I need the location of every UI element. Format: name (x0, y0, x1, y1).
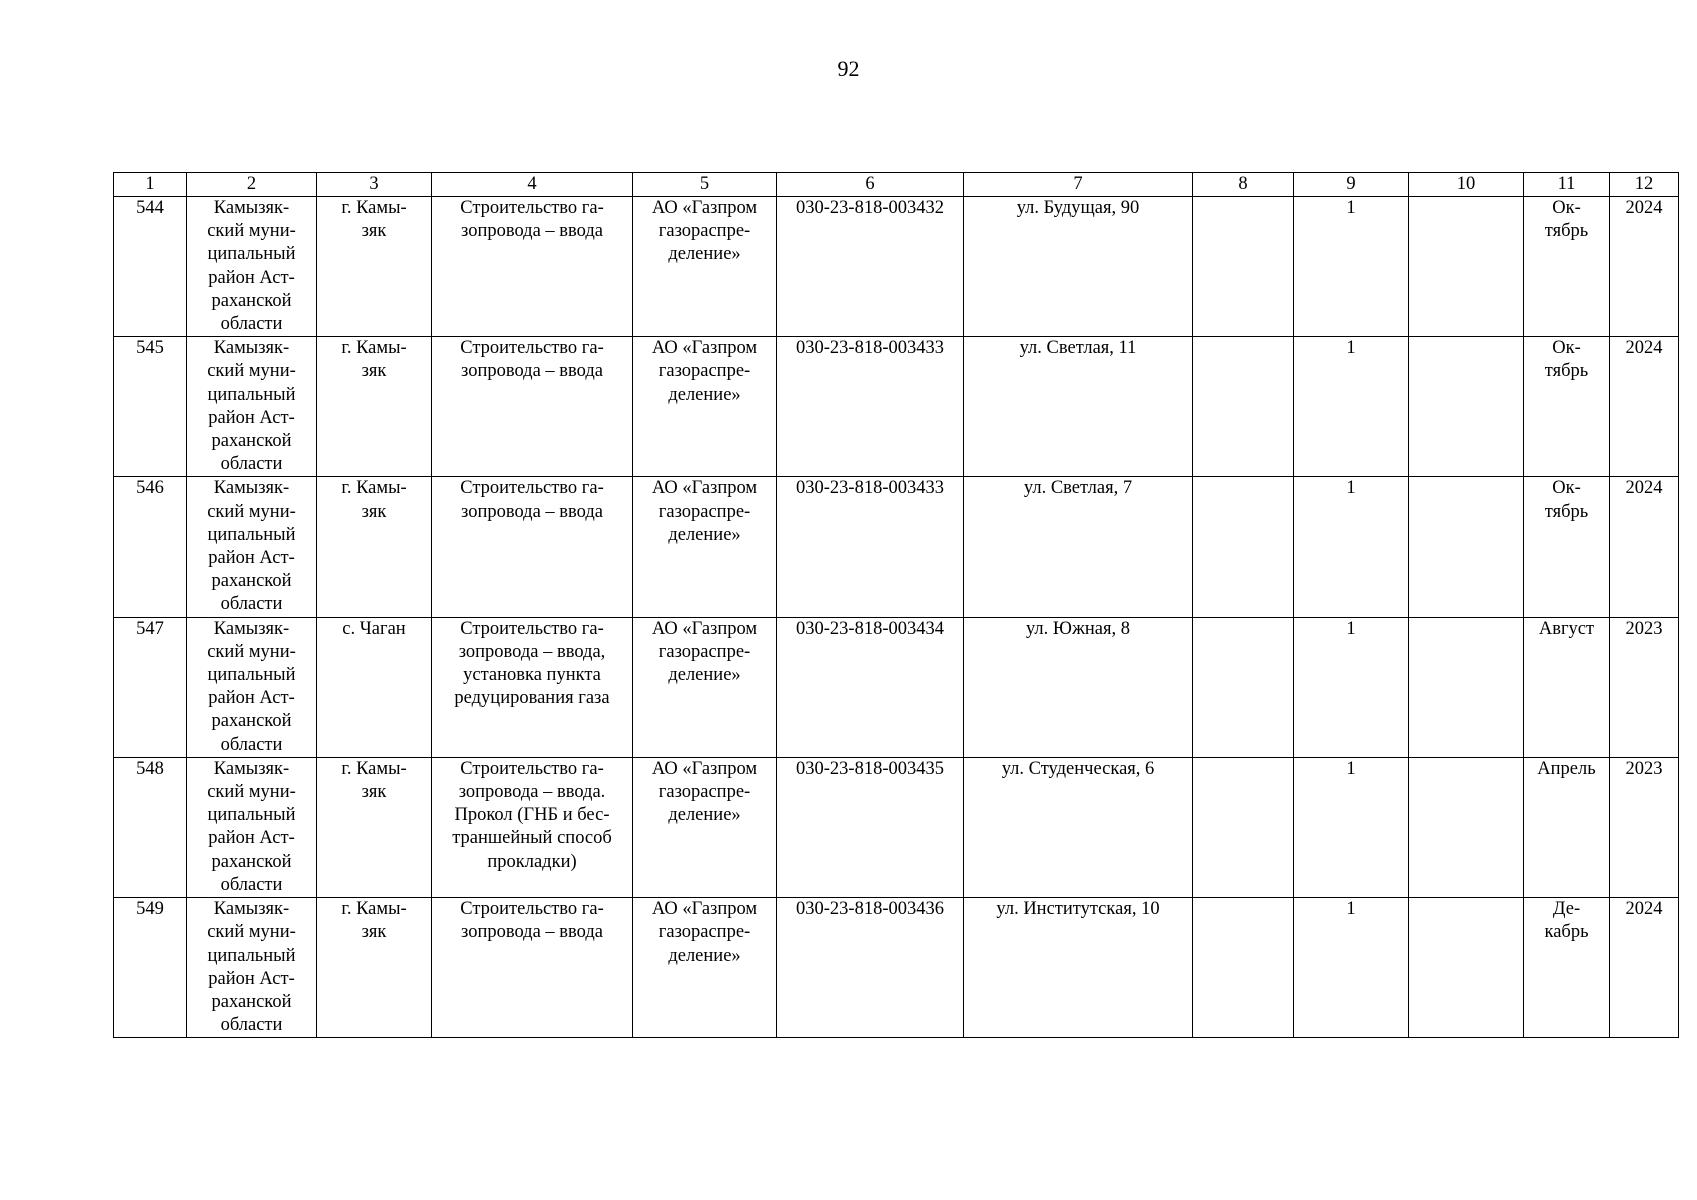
column-header: 2 (187, 173, 317, 197)
organization-cell: АО «Газпром газораспре- деление» (633, 757, 777, 897)
column-10-cell (1409, 477, 1524, 617)
organization-cell: АО «Газпром газораспре- деление» (633, 898, 777, 1038)
column-8-cell (1193, 757, 1294, 897)
year-cell: 2024 (1610, 477, 1679, 617)
work-description-cell: Строительство га- зопровода – ввода (432, 898, 633, 1038)
municipality-cell: Камызяк- ский муни- ципальный район Аст- раханской области (187, 898, 317, 1038)
column-10-cell (1409, 197, 1524, 337)
municipality-cell: Камызяк- ский муни- ципальный район Аст- раханской области (187, 617, 317, 757)
row-number-cell: 547 (114, 617, 187, 757)
quantity-cell: 1 (1294, 197, 1409, 337)
column-header: 10 (1409, 173, 1524, 197)
column-8-cell (1193, 477, 1294, 617)
table-row (114, 757, 1679, 897)
work-description-cell: Строительство га- зопровода – ввода (432, 337, 633, 477)
year-cell: 2024 (1610, 898, 1679, 1038)
settlement-cell: г. Камы- зяк (317, 197, 432, 337)
settlement-cell: г. Камы- зяк (317, 337, 432, 477)
address-cell: ул. Студенческая, 6 (964, 757, 1193, 897)
table-row (114, 898, 1679, 1038)
quantity-cell: 1 (1294, 757, 1409, 897)
page-number: 92 (837, 56, 860, 81)
quantity-cell: 1 (1294, 617, 1409, 757)
year-cell: 2024 (1610, 197, 1679, 337)
row-number-cell: 544 (114, 197, 187, 337)
month-cell: Ок- тябрь (1524, 337, 1610, 477)
organization-cell: АО «Газпром газораспре- деление» (633, 197, 777, 337)
organization-cell: АО «Газпром газораспре- деление» (633, 337, 777, 477)
row-number-cell: 548 (114, 757, 187, 897)
column-10-cell (1409, 898, 1524, 1038)
work-description-cell: Строительство га- зопровода – ввода (432, 477, 633, 617)
column-header: 1 (114, 173, 187, 197)
column-header: 8 (1193, 173, 1294, 197)
code-cell: 030-23-818-003434 (777, 617, 964, 757)
column-8-cell (1193, 337, 1294, 477)
data-table (113, 172, 1679, 1038)
row-number-cell: 545 (114, 337, 187, 477)
municipality-cell: Камызяк- ский муни- ципальный район Аст- раханской области (187, 337, 317, 477)
row-number-cell: 549 (114, 898, 187, 1038)
quantity-cell: 1 (1294, 337, 1409, 477)
settlement-cell: г. Камы- зяк (317, 757, 432, 897)
code-cell: 030-23-818-003432 (777, 197, 964, 337)
month-cell: Ок- тябрь (1524, 477, 1610, 617)
month-cell: Август (1524, 617, 1610, 757)
table-row (114, 197, 1679, 337)
work-description-cell: Строительство га- зопровода – ввода, установка пункта редуцирования газа (432, 617, 633, 757)
organization-cell: АО «Газпром газораспре- деление» (633, 617, 777, 757)
quantity-cell: 1 (1294, 898, 1409, 1038)
address-cell: ул. Институтская, 10 (964, 898, 1193, 1038)
municipality-cell: Камызяк- ский муни- ципальный район Аст- раханской области (187, 757, 317, 897)
column-8-cell (1193, 898, 1294, 1038)
organization-cell: АО «Газпром газораспре- деление» (633, 477, 777, 617)
settlement-cell: г. Камы- зяк (317, 898, 432, 1038)
address-cell: ул. Светлая, 11 (964, 337, 1193, 477)
municipality-cell: Камызяк- ский муни- ципальный район Аст- раханской области (187, 197, 317, 337)
column-header: 11 (1524, 173, 1610, 197)
table-row (114, 477, 1679, 617)
quantity-cell: 1 (1294, 477, 1409, 617)
column-header: 12 (1610, 173, 1679, 197)
code-cell: 030-23-818-003436 (777, 898, 964, 1038)
code-cell: 030-23-818-003433 (777, 477, 964, 617)
table-header-row (114, 173, 1679, 197)
month-cell: Апрель (1524, 757, 1610, 897)
year-cell: 2024 (1610, 337, 1679, 477)
year-cell: 2023 (1610, 757, 1679, 897)
table-row (114, 617, 1679, 757)
work-description-cell: Строительство га- зопровода – ввода. Прокол (ГНБ и бес- траншейный способ прокладки) (432, 757, 633, 897)
settlement-cell: с. Чаган (317, 617, 432, 757)
column-header: 5 (633, 173, 777, 197)
column-10-cell (1409, 757, 1524, 897)
code-cell: 030-23-818-003433 (777, 337, 964, 477)
row-number-cell: 546 (114, 477, 187, 617)
column-header: 7 (964, 173, 1193, 197)
column-10-cell (1409, 337, 1524, 477)
year-cell: 2023 (1610, 617, 1679, 757)
column-10-cell (1409, 617, 1524, 757)
work-description-cell: Строительство га- зопровода – ввода (432, 197, 633, 337)
column-8-cell (1193, 617, 1294, 757)
table-row (114, 337, 1679, 477)
settlement-cell: г. Камы- зяк (317, 477, 432, 617)
address-cell: ул. Будущая, 90 (964, 197, 1193, 337)
municipality-cell: Камызяк- ский муни- ципальный район Аст- раханской области (187, 477, 317, 617)
column-8-cell (1193, 197, 1294, 337)
column-header: 9 (1294, 173, 1409, 197)
column-header: 4 (432, 173, 633, 197)
address-cell: ул. Светлая, 7 (964, 477, 1193, 617)
column-header: 6 (777, 173, 964, 197)
month-cell: Ок- тябрь (1524, 197, 1610, 337)
month-cell: Де- кабрь (1524, 898, 1610, 1038)
code-cell: 030-23-818-003435 (777, 757, 964, 897)
address-cell: ул. Южная, 8 (964, 617, 1193, 757)
column-header: 3 (317, 173, 432, 197)
